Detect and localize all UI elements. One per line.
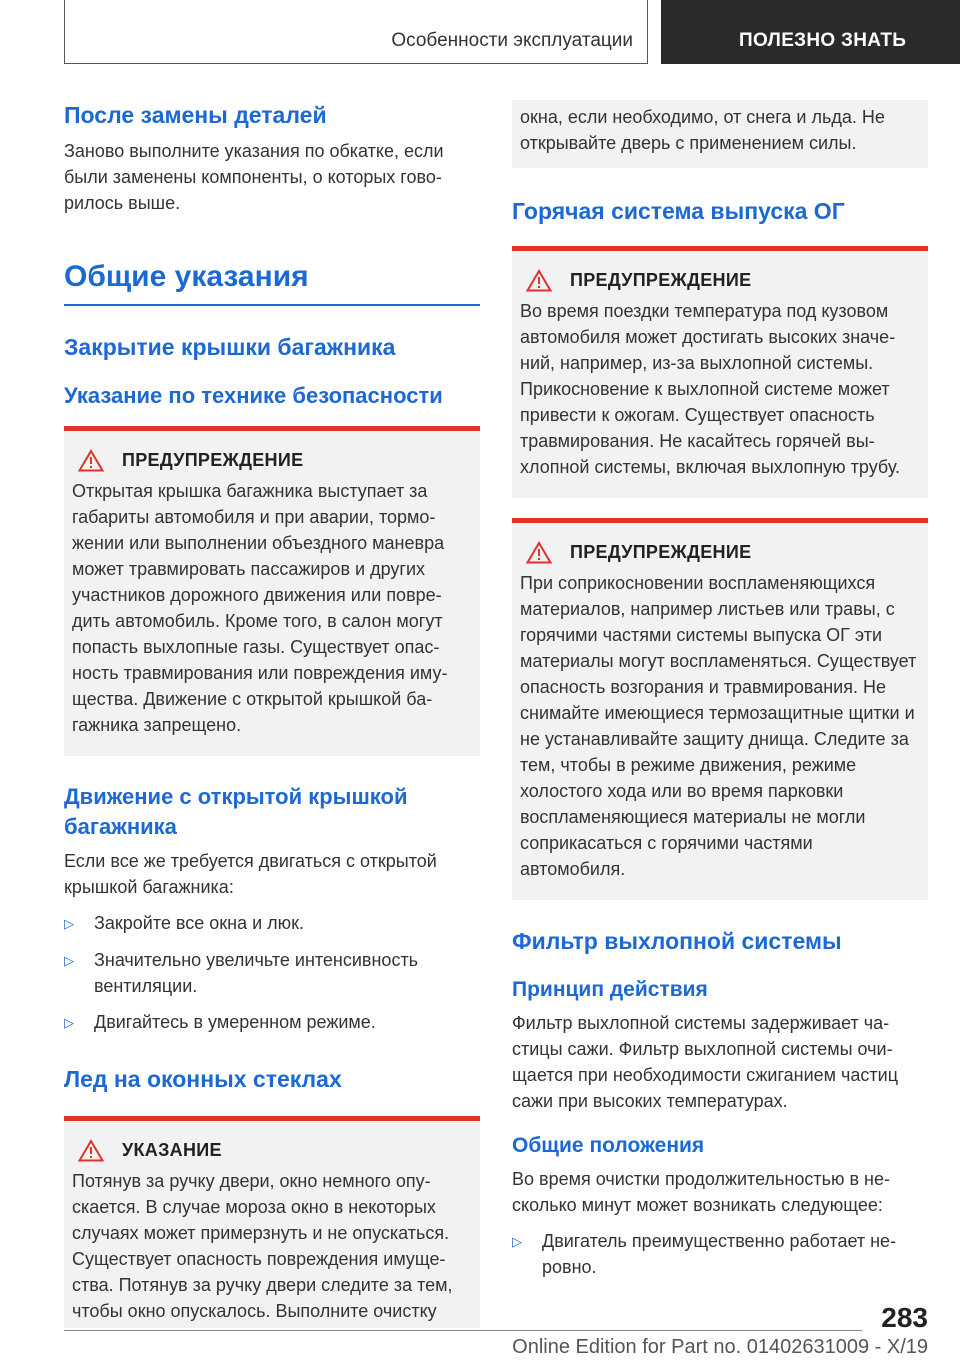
trunk-heading: Закрытие крышки багажника [64,334,396,360]
driving-instructions-list [64,910,480,1036]
warning-triangle-icon [526,541,552,564]
ice-note-continuation [512,100,928,168]
general-heading-block [64,258,480,306]
driving-open-trunk-heading: Движение с открытой крышкой багажника [64,784,408,839]
general-heading: Общие указания [64,260,309,293]
general-provisions-text: Во время очистки продолжительностью в несколько минут может возникать следующее: [512,1169,890,1215]
list-item: ▷ Значительно увеличьте интенсивность вентиляции. [64,947,480,999]
warning-label: ПРЕДУПРЕЖДЕНИЕ [570,270,752,290]
right-column [512,100,928,1280]
principle-text: Фильтр выхлопной системы задерживает частицы сажи. Фильтр выхлопной системы очищается при необходимости сжиганием частиц сажи при высоких температурах. [512,1013,899,1111]
bullet-triangle-icon: ▷ [64,916,74,931]
note-text: Потянув за ручку двери, окно немного опускается. В случае мороза окно в некоторых случаях может примерзнуть и не опускаться. Существует опасность повреждения имущества. Потянув за ручку двери следите за тем, чтобы окно опускалось. Выполните очистку [72,1171,453,1321]
ice-heading: Лед на оконных стеклах [64,1066,342,1092]
left-column [64,100,480,1328]
online-edition-text: Online Edition for Part no. 01402631009 - X/19 [512,1336,928,1358]
page-number: 283 [881,1302,928,1333]
driving-open-trunk-text: Если все же требуется двигаться с открытой крышкой багажника: [64,851,437,897]
safety-heading: Указание по технике безопасности [64,383,443,408]
principle-heading: Принцип действия [512,978,708,1001]
header-section-title: Особенности эксплуатации [391,30,633,51]
warning-label: ПРЕДУПРЕЖДЕНИЕ [122,450,304,470]
hot-exhaust-heading: Горячая система выпуска ОГ [512,198,845,224]
general-provisions-list [512,1228,928,1280]
warning-text: При соприкосновении воспламеняющихся материалов, например листьев или травы, с горячими частями системы выпуска ОГ эти материалы могут воспламеняться. Существует опасность возгорания и травмирования. Не снимайте имеющиеся термозащитные щитки и не устанавливайте защиту днища. Следите за тем, чтобы в режиме движения, режиме холостого хода или во время парковки воспламеняющиеся материалы не могли соприкасаться с горячими частями автомобиля. [520,573,917,879]
warning-triangle-icon [78,449,104,472]
after-parts-text: Заново выполните указания по обкатке, если были заменены компоненты, о которых говорилось выше. [64,141,444,213]
filter-heading: Фильтр выхлопной системы [512,928,842,954]
general-provisions-heading: Общие положения [512,1134,705,1157]
note-label: УКАЗАНИЕ [122,1140,222,1160]
warning-triangle-icon [78,1139,104,1162]
header-chapter-title: ПОЛЕЗНО ЗНАТЬ [739,30,907,51]
ice-note-box [64,1116,480,1328]
list-item: ▷ Закройте все окна и люк. [64,910,480,937]
header-chapter-box [661,0,960,64]
warning-text: Открытая крышка багажника выступает за габариты автомобиля и при аварии, торможении или выполнении объездного маневра может травмировать пассажиров и других участников дорожного движения или повредить автомобиль. Кроме того, в салон могут попасть выхлопные газы. Существует опасность травмирования или повреждения имущества. Движение с открытой крышкой багажника запрещено. [72,481,448,735]
warning-triangle-icon [526,269,552,292]
header-section-box [64,0,648,64]
list-item: ▷ Двигатель преимущественно работает неровно. [512,1228,928,1280]
flammable-warning-box [512,518,928,900]
bullet-triangle-icon: ▷ [64,953,74,968]
hot-exhaust-warning-box [512,246,928,498]
list-item: ▷ Двигайтесь в умеренном режиме. [64,1009,480,1036]
after-parts-heading: После замены деталей [64,102,327,128]
trunk-warning-box [64,426,480,756]
warning-label: ПРЕДУПРЕЖДЕНИЕ [570,542,752,562]
footer-divider [64,1330,862,1331]
warning-text: Во время поездки температура под кузовом автомобиля может достигать высоких значений, например, из-за выхлопной системы. Прикосновение к выхлопной системе может привести к ожогам. Существует опасность травмирования. Не касайтесь горячей выхлопной системы, включая выхлопную трубу. [520,301,901,477]
bullet-triangle-icon: ▷ [512,1234,522,1249]
bullet-triangle-icon: ▷ [64,1015,74,1030]
note-continuation-text: окна, если необходимо, от снега и льда. Не открывайте дверь с применением силы. [520,107,885,153]
